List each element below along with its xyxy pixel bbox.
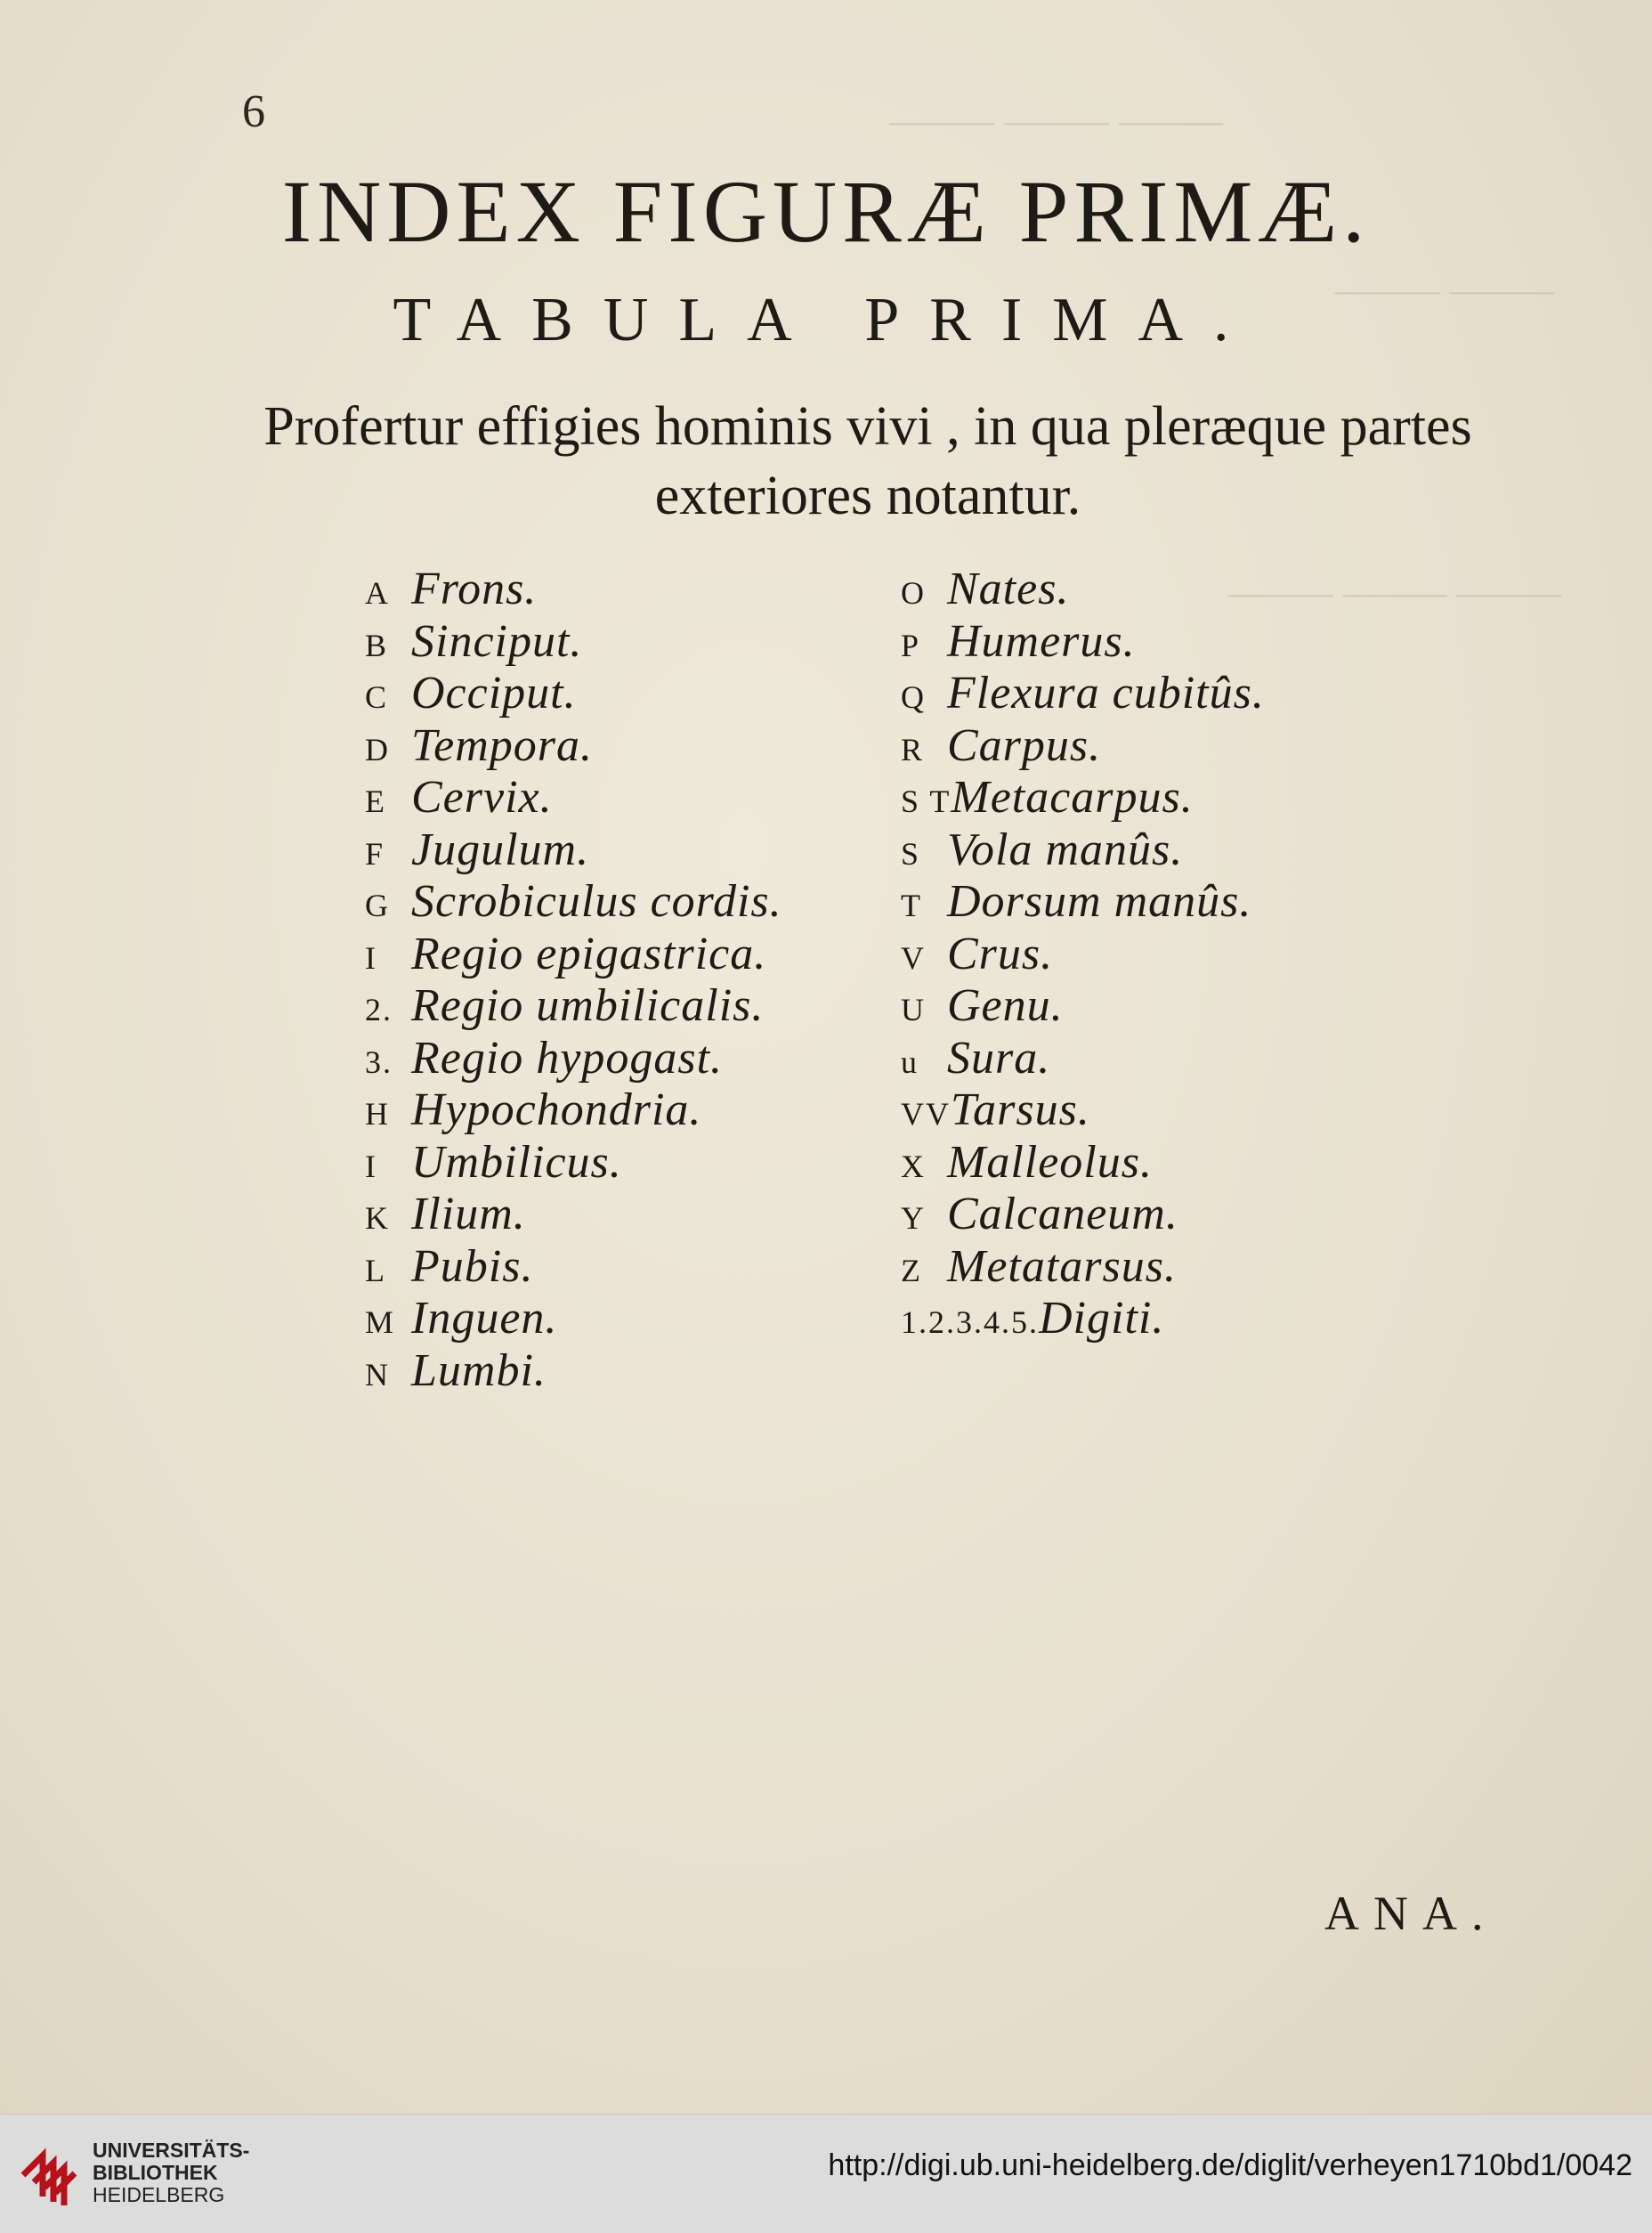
entry-letter: C [365, 679, 389, 715]
entry-letter: T [901, 888, 922, 923]
entry-letter: V [901, 939, 926, 976]
entry-term: Tarsus. [951, 1084, 1090, 1135]
entry-term: Regio umbilicalis. [411, 980, 765, 1031]
entry-letter: H [365, 1096, 390, 1132]
index-entry [365, 875, 782, 928]
library-footer [0, 2114, 1652, 2233]
index-entry [365, 1084, 782, 1136]
bleed-through-texture: ——— ——— ——— [890, 99, 1224, 142]
index-entry [901, 771, 1265, 824]
entry-term: Nates. [947, 564, 1070, 614]
index-entry [365, 719, 782, 772]
index-entry [901, 667, 1265, 719]
entry-letter: K [365, 1200, 390, 1236]
permalink-url[interactable]: http://digi.ub.uni-heidelberg.de/diglit/verheyen1710bd1/0042 [828, 2148, 1632, 2182]
index-entry [365, 1032, 782, 1084]
entry-term: Tempora. [411, 719, 594, 771]
entry-term: Inguen. [411, 1293, 558, 1344]
entry-term: Metacarpus. [951, 772, 1194, 823]
index-entry [901, 1136, 1265, 1189]
entry-letter: N [365, 1356, 390, 1393]
entry-term: Flexura cubitûs. [947, 668, 1265, 719]
entry-letter: F [365, 835, 385, 872]
index-entry [365, 1240, 782, 1293]
entry-letter: Y [901, 1200, 926, 1236]
entry-term: Malleolus. [947, 1136, 1153, 1188]
index-entry [901, 875, 1265, 928]
index-entry [901, 719, 1265, 772]
entry-term: Ilium. [411, 1189, 526, 1239]
entry-term: Lumbi. [411, 1344, 547, 1396]
entry-letter: I [365, 1148, 377, 1184]
entry-letter: L [365, 1252, 386, 1288]
entry-letter: E [365, 784, 386, 819]
index-list-left [365, 563, 782, 1396]
entry-letter: S [901, 835, 921, 872]
entry-letter: M [365, 1304, 396, 1340]
entry-letter: X [901, 1148, 926, 1184]
index-entry [901, 979, 1265, 1032]
entry-term: Umbilicus. [411, 1136, 622, 1188]
entry-letter: 1.2.3.4.5. [901, 1304, 1039, 1340]
entry-letter: u [901, 1043, 919, 1080]
index-entry [365, 771, 782, 824]
index-entry [901, 615, 1265, 668]
index-title: INDEX FIGURÆ PRIMÆ. [281, 162, 1371, 261]
entry-term: Calcaneum. [947, 1189, 1178, 1239]
entry-letter: O [901, 575, 926, 611]
bleed-through-texture: ——— ——— ——— [1228, 571, 1562, 614]
index-entry [365, 928, 782, 980]
index-entry [901, 1084, 1265, 1136]
index-entry [365, 979, 782, 1032]
index-entry [901, 1032, 1265, 1084]
index-entry [365, 615, 782, 668]
entry-letter: S T [901, 784, 952, 819]
entry-term: Regio epigastrica. [411, 928, 767, 979]
entry-term: Crus. [947, 928, 1054, 979]
entry-term: Regio hypogast. [411, 1032, 724, 1084]
entry-term: Frons. [411, 564, 538, 614]
catchword: ANA. [1324, 1887, 1498, 1940]
entry-term: Digiti. [1039, 1293, 1165, 1344]
entry-term: Vola manûs. [947, 824, 1184, 875]
index-entry [901, 1292, 1265, 1344]
entry-term: Occiput. [411, 668, 577, 719]
index-entry [365, 1188, 782, 1240]
index-entry [365, 667, 782, 719]
index-entry [365, 1292, 782, 1344]
entry-letter: B [365, 627, 389, 663]
index-entry [901, 928, 1265, 980]
logo-line: BIBLIOTHEK [93, 2161, 218, 2184]
entry-letter: A [365, 575, 390, 611]
index-entry [365, 824, 782, 876]
entry-letter: R [901, 731, 925, 767]
index-entry [365, 1344, 782, 1397]
entry-term: Sinciput. [411, 615, 583, 667]
entry-term: Cervix. [411, 772, 553, 823]
entry-letter: VV [901, 1096, 951, 1132]
entry-letter: 2. [365, 992, 393, 1027]
entry-term: Metatarsus. [947, 1240, 1177, 1292]
entry-term: Jugulum. [411, 824, 590, 875]
entry-letter: U [901, 992, 926, 1027]
entry-term: Genu. [947, 980, 1064, 1031]
index-entry [365, 1136, 782, 1189]
logo-line: UNIVERSITÄTS- [93, 2139, 250, 2162]
index-entry [901, 1240, 1265, 1293]
page-number: 6 [242, 86, 265, 137]
entry-letter: 3. [365, 1043, 393, 1080]
index-list-right [901, 563, 1265, 1344]
index-entry [365, 563, 782, 615]
entry-term: Pubis. [411, 1240, 534, 1292]
logo-line: HEIDELBERG [93, 2183, 225, 2206]
entry-letter: P [901, 627, 921, 663]
library-logo-icon [16, 2134, 89, 2207]
index-entry [901, 1188, 1265, 1240]
index-entry [901, 824, 1265, 876]
entry-letter: D [365, 731, 390, 767]
entry-term: Scrobiculus cordis. [411, 876, 782, 927]
entry-letter: I [365, 939, 377, 976]
bleed-through-texture: ——— ——— [1335, 268, 1554, 312]
entry-term: Sura. [947, 1032, 1051, 1084]
index-entry [901, 563, 1265, 615]
entry-letter: Q [901, 679, 926, 715]
entry-term: Hypochondria. [411, 1084, 702, 1135]
entry-letter: G [365, 888, 390, 923]
description-text: Profertur effigies hominis vivi , in qua pleræque partes exteriores notantur. [263, 396, 1472, 526]
tabula-title: TABULA PRIMA. [393, 286, 1259, 354]
entry-letter: Z [901, 1252, 922, 1288]
library-logo-text [93, 2140, 249, 2206]
entry-term: Humerus. [947, 615, 1136, 667]
entry-term: Carpus. [947, 719, 1102, 771]
entry-term: Dorsum manûs. [947, 876, 1252, 927]
